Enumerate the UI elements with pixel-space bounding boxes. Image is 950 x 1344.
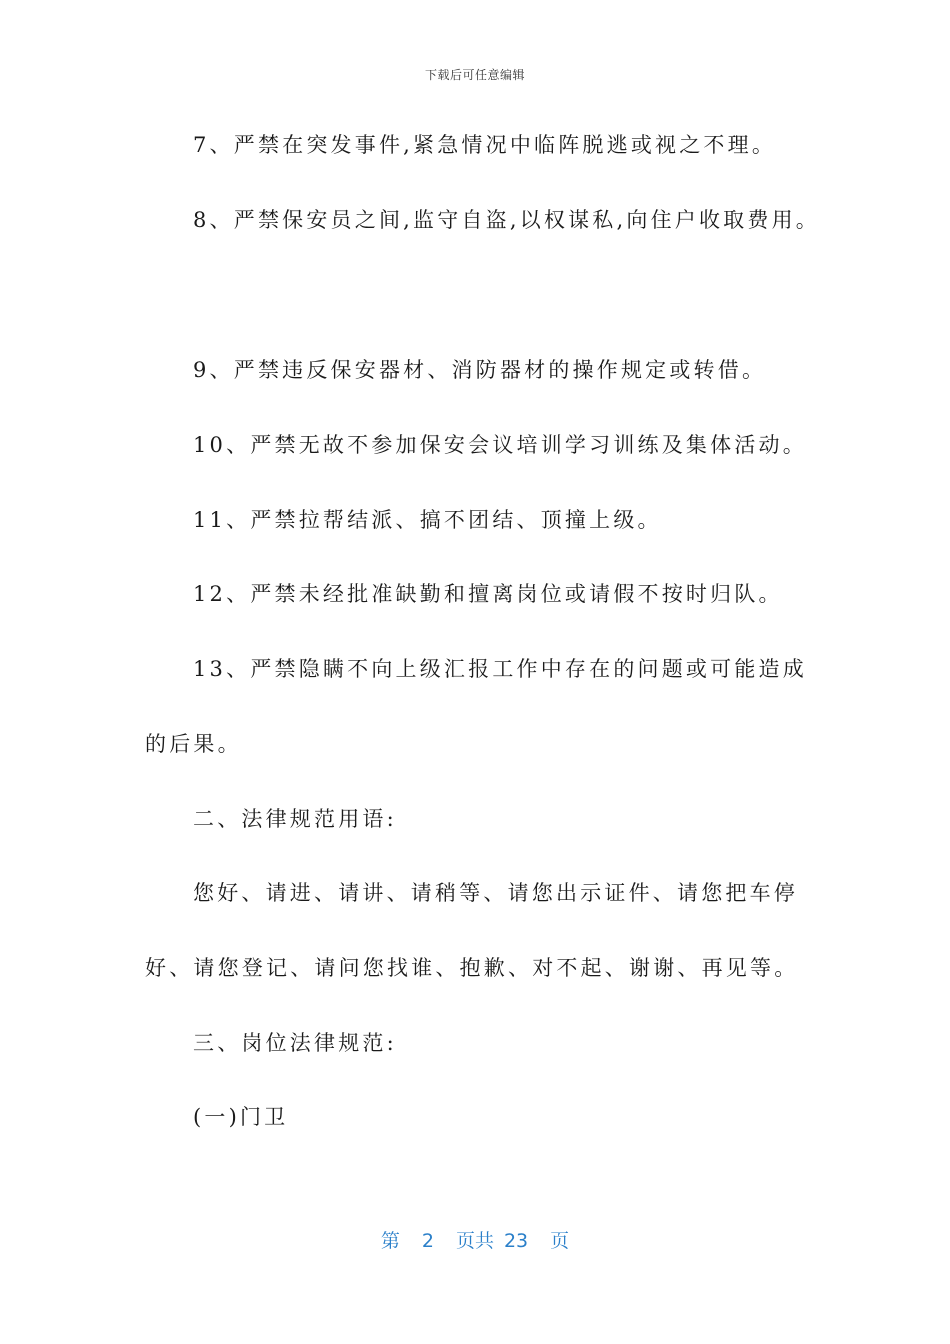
page-number-footer bbox=[0, 1226, 950, 1253]
rule-9: 9、严禁违反保安器材、消防器材的操作规定或转借。 bbox=[193, 358, 767, 382]
footer-suffix: 页 bbox=[550, 1230, 570, 1252]
rule-7: 7、严禁在突发事件,紧急情况中临阵脱逃或视之不理。 bbox=[193, 133, 777, 157]
rule-8: 8、严禁保安员之间,监守自盗,以权谋私,向住户收取费用。 bbox=[193, 208, 820, 232]
footer-current-page: 2 bbox=[421, 1230, 434, 1252]
footer-mid: 页共 bbox=[455, 1230, 494, 1252]
page-header: 下载后可任意编辑 bbox=[424, 68, 525, 82]
footer-total-pages: 23 bbox=[503, 1230, 529, 1252]
section-heading-language: 二、法律规范用语: bbox=[193, 807, 397, 831]
rule-12: 12、严禁未经批准缺勤和擅离岗位或请假不按时归队。 bbox=[193, 582, 783, 606]
phrases-line-1: 您好、请进、请讲、请稍等、请您出示证件、请您把车停 bbox=[193, 881, 798, 905]
rule-13-line-1: 13、严禁隐瞒不向上级汇报工作中存在的问题或可能造成 bbox=[193, 657, 807, 681]
subsection-heading-gate: (一)门卫 bbox=[193, 1105, 289, 1129]
rule-11: 11、严禁拉帮结派、搞不团结、顶撞上级。 bbox=[193, 508, 662, 532]
footer-prefix: 第 bbox=[380, 1230, 400, 1252]
rule-10: 10、严禁无故不参加保安会议培训学习训练及集体活动。 bbox=[193, 433, 807, 457]
rule-13-line-2: 的后果。 bbox=[145, 732, 242, 756]
section-heading-post: 三、岗位法律规范: bbox=[193, 1031, 397, 1055]
phrases-line-2: 好、请您登记、请问您找谁、抱歉、对不起、谢谢、再见等。 bbox=[145, 956, 799, 980]
